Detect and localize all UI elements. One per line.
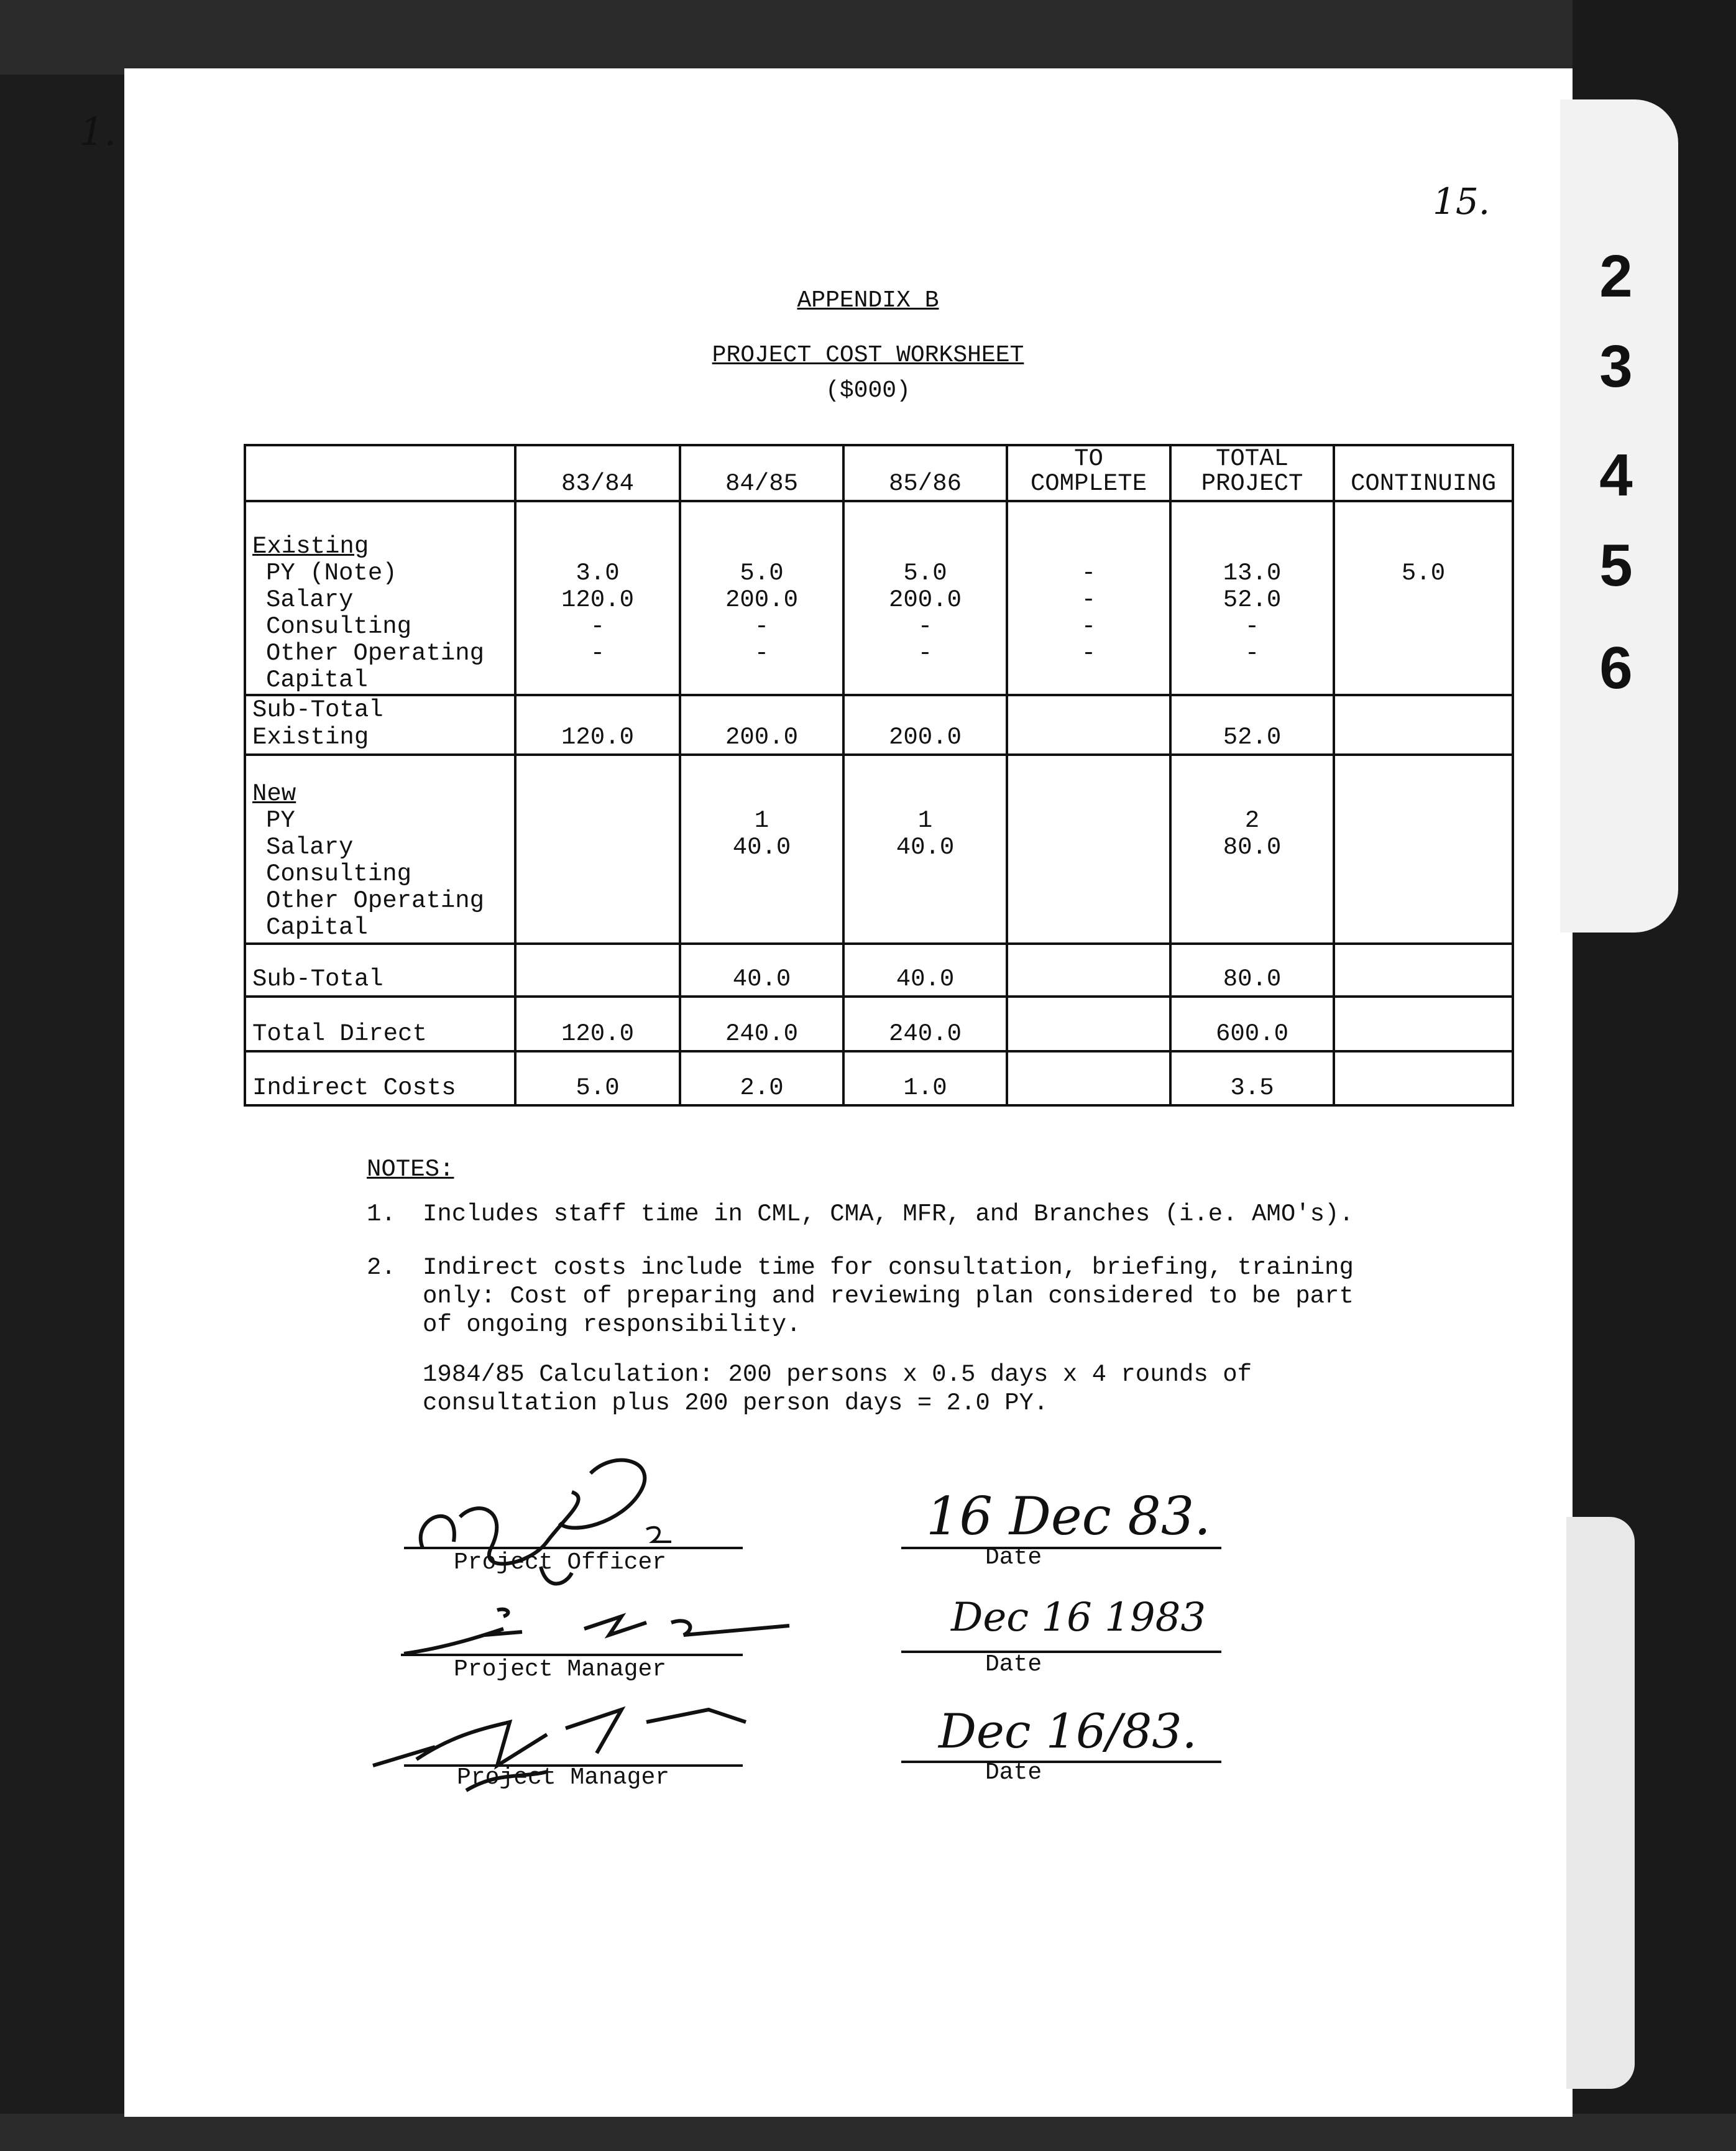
cell-value: - — [917, 613, 933, 640]
row-label: Total Direct — [245, 997, 515, 1051]
table-cell: 3.5 — [1170, 1051, 1334, 1105]
new-section-row — [245, 755, 1513, 944]
table-cell — [1007, 997, 1170, 1051]
cell-value: - — [1081, 613, 1096, 640]
scan-border-top — [0, 0, 1736, 75]
table-cell — [1334, 695, 1513, 755]
cell-value: - — [1081, 640, 1096, 667]
project-cost-table — [244, 444, 1514, 1107]
row-label: Indirect Costs — [245, 1051, 515, 1105]
signature-role: Project Officer — [454, 1549, 667, 1576]
page-number: 15. — [1433, 180, 1490, 223]
table-cell: 120.0 — [515, 695, 680, 755]
table-cell — [1170, 501, 1334, 695]
row-label: Other Operating — [266, 640, 485, 667]
note-number: 2. — [367, 1254, 396, 1281]
table-cell — [843, 755, 1007, 944]
total-direct-row — [245, 997, 1513, 1051]
subtotal-row — [245, 944, 1513, 997]
appendix-label: APPENDIX B — [797, 287, 939, 314]
cell-value: 2 — [1244, 807, 1260, 834]
corner-mark: 1. — [80, 109, 117, 154]
cell-value: 3.0 — [576, 560, 620, 587]
row-label: Capital — [266, 666, 368, 694]
handwritten-signature — [385, 1424, 709, 1610]
row-labels — [245, 501, 515, 695]
row-label: PY — [266, 807, 295, 834]
handwritten-date: Dec 16/83. — [939, 1703, 1197, 1759]
column-header: CONTINUING — [1334, 445, 1513, 501]
row-label: Consulting — [266, 860, 412, 888]
table-cell: 240.0 — [680, 997, 843, 1051]
cell-value: 120.0 — [561, 586, 635, 614]
note-text: Indirect costs include time for consultation, briefing, training only: Cost of preparing and reviewing plan considered to be part of ongoing responsibility. — [423, 1254, 1354, 1338]
cell-value: 52.0 — [1223, 586, 1282, 614]
cell-value: 13.0 — [1223, 560, 1282, 587]
table-cell — [1334, 755, 1513, 944]
date-label: Date — [985, 1651, 1042, 1678]
column-header — [245, 445, 515, 501]
scan-border-bottom — [0, 2114, 1736, 2151]
cell-value: - — [1081, 560, 1096, 587]
index-tab: 6 — [1599, 635, 1633, 701]
indirect-costs-row — [245, 1051, 1513, 1105]
row-label: PY (Note) — [266, 560, 397, 587]
table-cell — [1007, 944, 1170, 997]
cell-value: - — [754, 613, 769, 640]
table-cell: 80.0 — [1170, 944, 1334, 997]
index-tab: 2 — [1599, 243, 1633, 310]
cell-value: 1 — [754, 807, 769, 834]
cell-value: 5.0 — [1401, 560, 1446, 587]
table-cell — [1007, 755, 1170, 944]
table-cell — [1334, 1051, 1513, 1105]
date-line — [901, 1651, 1221, 1653]
note-item — [367, 1253, 1361, 1339]
section-heading: Existing — [252, 533, 369, 560]
column-header: 84/85 — [680, 445, 843, 501]
row-labels — [245, 755, 515, 944]
date-label: Date — [985, 1544, 1042, 1571]
existing-section-row — [245, 501, 1513, 695]
table-cell — [515, 755, 680, 944]
table-cell — [1007, 695, 1170, 755]
index-tabs — [1560, 99, 1678, 933]
table-cell: 120.0 — [515, 997, 680, 1051]
table-cell: 1.0 — [843, 1051, 1007, 1105]
note-text: Includes staff time in CML, CMA, MFR, and Branches (i.e. AMO's). — [423, 1200, 1354, 1228]
note-item — [367, 1200, 1361, 1228]
table-cell: 5.0 — [515, 1051, 680, 1105]
date-label: Date — [985, 1759, 1042, 1786]
cell-value: - — [590, 640, 605, 667]
cell-value: 40.0 — [732, 834, 791, 861]
table-cell: 40.0 — [680, 944, 843, 997]
notes-section — [367, 1155, 1361, 1417]
notes-heading: NOTES: — [367, 1156, 454, 1183]
table-cell: 40.0 — [843, 944, 1007, 997]
row-label: Capital — [266, 914, 368, 941]
cell-value: 5.0 — [903, 560, 947, 587]
table-cell — [1170, 755, 1334, 944]
row-label: Other Operating — [266, 887, 485, 914]
row-label: Salary — [266, 834, 354, 861]
section-heading: New — [252, 780, 296, 808]
units-label: ($000) — [825, 377, 911, 404]
calculation-text: 1984/85 Calculation: 200 persons x 0.5 days x 4 rounds of consultation plus 200 person days = 2.0 PY. — [423, 1361, 1252, 1417]
date-line — [901, 1547, 1221, 1549]
table-cell — [843, 501, 1007, 695]
worksheet-title: PROJECT COST WORKSHEET — [712, 342, 1024, 369]
table-cell: 600.0 — [1170, 997, 1334, 1051]
index-tab: 5 — [1599, 532, 1633, 599]
cell-value: - — [754, 640, 769, 667]
table-cell: 52.0 — [1170, 695, 1334, 755]
cell-value: 200.0 — [725, 586, 799, 614]
column-header: 85/86 — [843, 445, 1007, 501]
column-header: TOTAL PROJECT — [1170, 445, 1334, 501]
date-line — [901, 1761, 1221, 1763]
column-header: 83/84 — [515, 445, 680, 501]
cell-value: 1 — [917, 807, 933, 834]
signature-role: Project Manager — [457, 1764, 670, 1791]
cell-value: 40.0 — [896, 834, 955, 861]
table-cell: 2.0 — [680, 1051, 843, 1105]
table-cell — [680, 501, 843, 695]
row-label: Sub-Total — [245, 944, 515, 997]
row-label: Sub-Total Existing — [245, 695, 515, 755]
cell-value: 200.0 — [888, 586, 962, 614]
note-number: 1. — [367, 1200, 396, 1228]
handwritten-date: 16 Dec 83. — [926, 1486, 1211, 1547]
column-header: TO COMPLETE — [1007, 445, 1170, 501]
table-header-row — [245, 445, 1513, 501]
table-cell — [1007, 1051, 1170, 1105]
cell-value: 5.0 — [740, 560, 784, 587]
table-cell — [515, 944, 680, 997]
table-cell — [680, 755, 843, 944]
cell-value: - — [590, 613, 605, 640]
handwritten-date: Dec 16 1983 — [951, 1595, 1206, 1641]
index-tab: 3 — [1599, 333, 1633, 400]
signature-role: Project Manager — [454, 1656, 667, 1683]
subtotal-existing-row — [245, 695, 1513, 755]
table-cell — [515, 501, 680, 695]
cell-value: 80.0 — [1223, 834, 1282, 861]
cell-value: - — [1244, 613, 1260, 640]
table-cell — [1334, 944, 1513, 997]
cell-value: - — [1081, 586, 1096, 614]
table-cell: 200.0 — [843, 695, 1007, 755]
row-label: Consulting — [266, 613, 412, 640]
row-label: Salary — [266, 586, 354, 614]
cell-value: - — [917, 640, 933, 667]
table-cell — [1334, 997, 1513, 1051]
table-cell: 240.0 — [843, 997, 1007, 1051]
table-cell — [1334, 501, 1513, 695]
index-tab: 4 — [1599, 442, 1633, 509]
table-cell — [1007, 501, 1170, 695]
table-cell: 200.0 — [680, 695, 843, 755]
cell-value: - — [1244, 640, 1260, 667]
lower-binder-tab — [1566, 1517, 1635, 2089]
